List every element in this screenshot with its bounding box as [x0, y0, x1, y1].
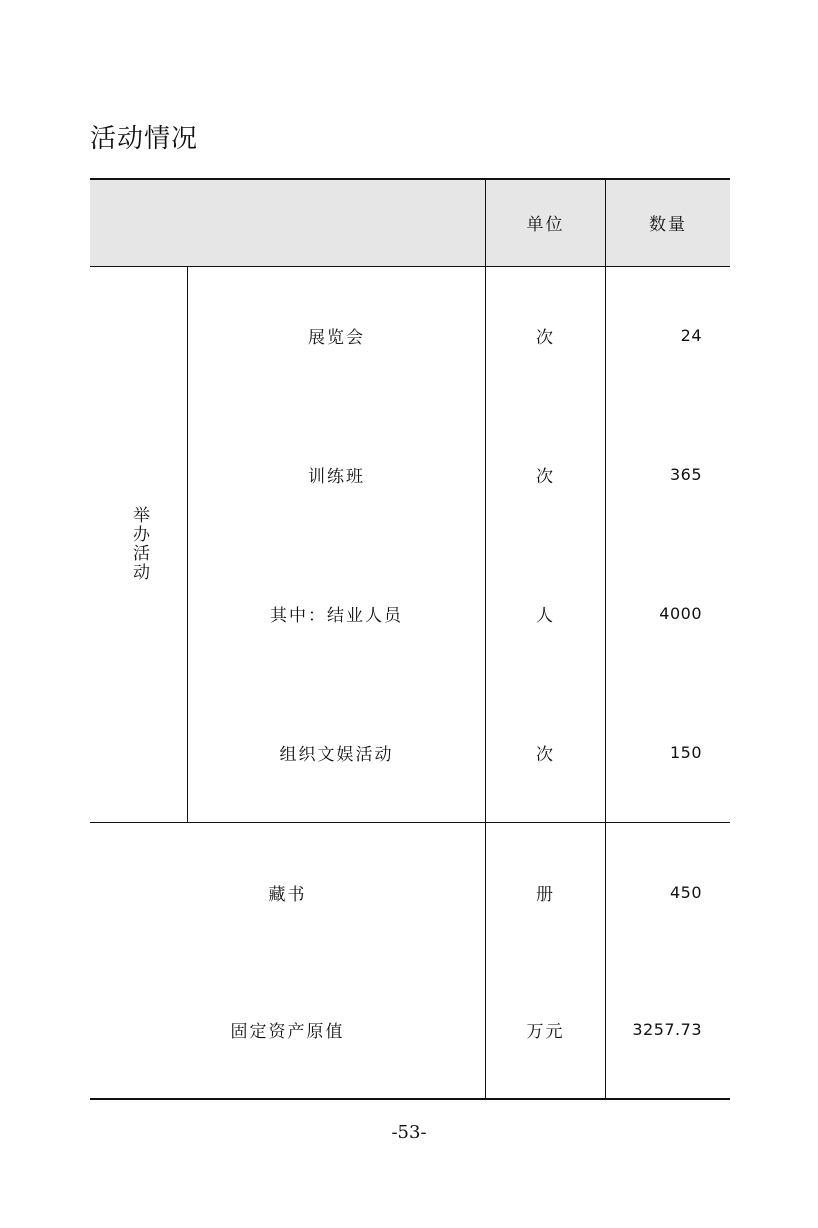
row-quantity: 365: [669, 465, 702, 484]
row-quantity: 3257.73: [632, 1020, 702, 1039]
activity-table: [90, 178, 730, 1100]
row-unit: 次: [536, 328, 555, 348]
row-unit: 万元: [526, 1022, 565, 1042]
row-item: 展览会: [308, 328, 365, 348]
row-unit: 次: [536, 467, 555, 487]
row-item: 藏书: [268, 884, 307, 905]
row-item: 组织文娱活动: [279, 745, 394, 765]
header-quantity: 数量: [649, 214, 687, 235]
row-quantity: 150: [669, 743, 702, 762]
row-unit: 人: [536, 606, 555, 626]
group-label: 举办活动: [129, 506, 149, 582]
group-label-cell: [90, 266, 187, 822]
page-title: 活动情况: [90, 124, 199, 154]
header-unit: 单位: [526, 214, 565, 235]
row-item: 其中：结业人员: [270, 606, 403, 626]
row-unit: 次: [536, 745, 555, 765]
row-item: 训练班: [308, 467, 365, 487]
row-quantity: 24: [680, 326, 702, 345]
row-item: 固定资产原值: [230, 1022, 345, 1042]
row-unit: 册: [536, 884, 555, 905]
table-bottom-rule: [90, 1098, 730, 1100]
header-blank: [90, 178, 485, 266]
row-quantity: 450: [669, 882, 702, 902]
row-quantity: 4000: [659, 604, 702, 623]
page-number: -53-: [391, 1122, 427, 1143]
